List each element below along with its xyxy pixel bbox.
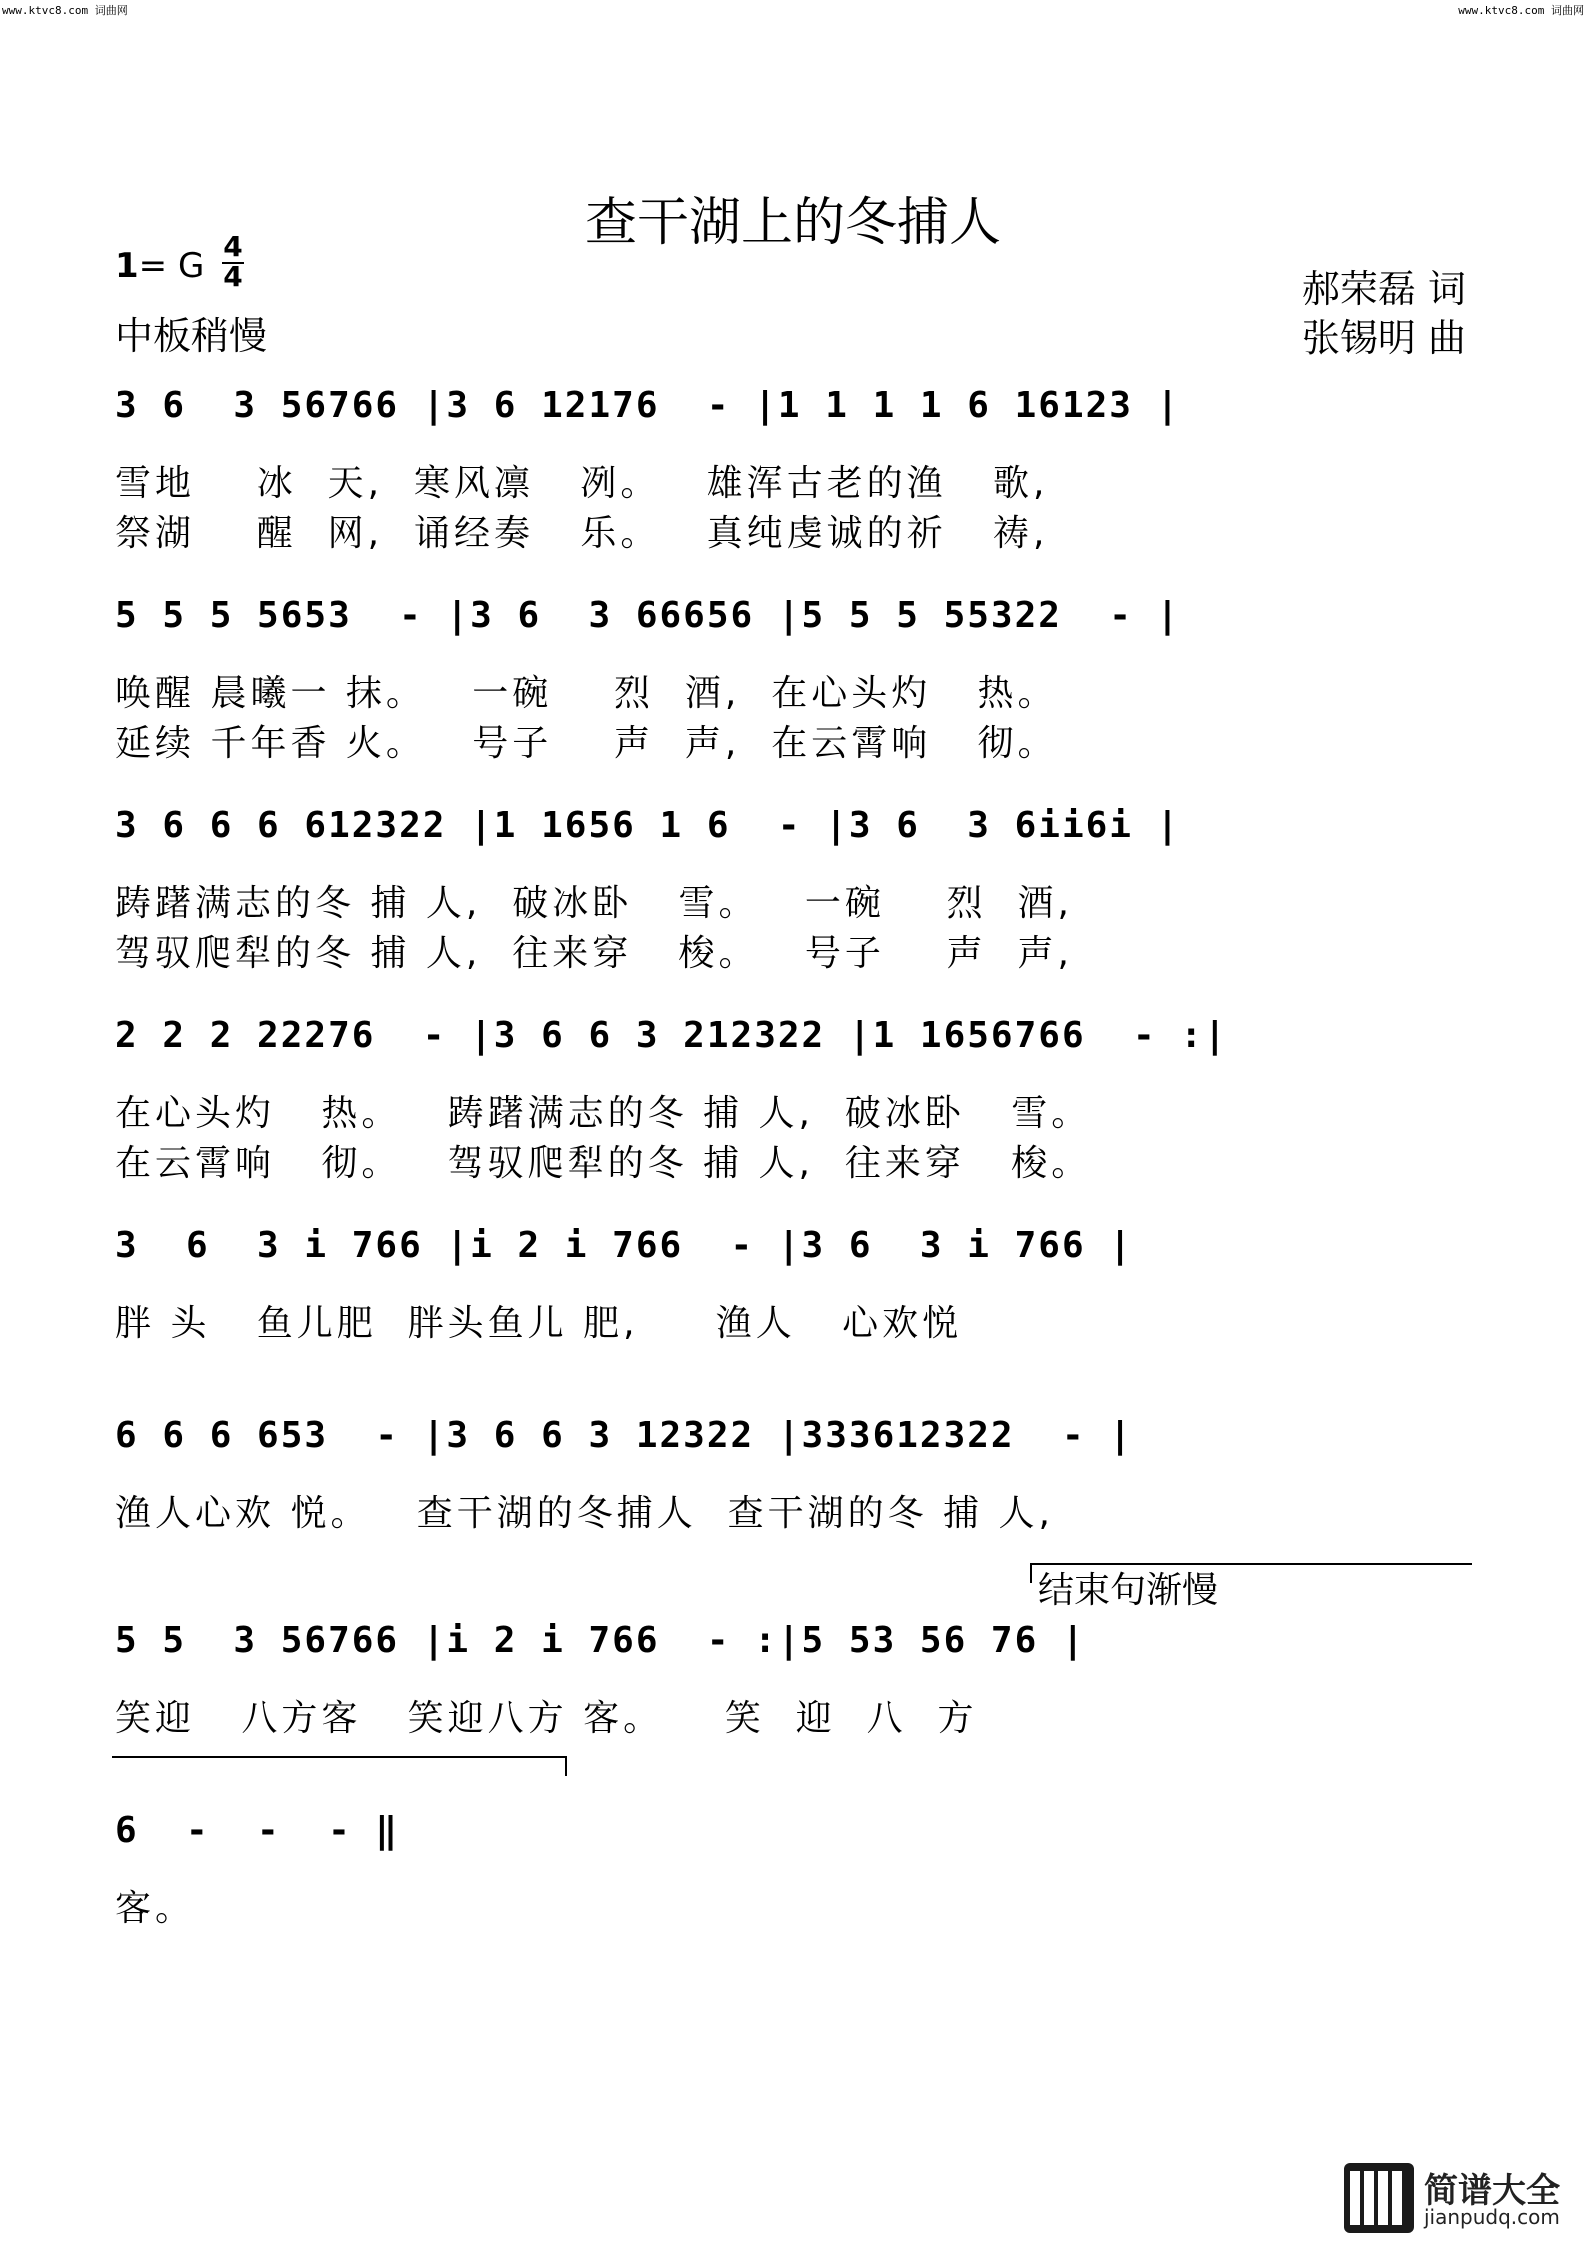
- lyrics-line-4a: 在心头灼 热。 踌躇满志的冬 捕 人, 破冰卧 雪。: [115, 1093, 1092, 1134]
- volta-bracket: [112, 1756, 567, 1758]
- lyrics-line-1a: 雪地 冰 天, 寒风凛 冽。 雄浑古老的渔 歌,: [115, 463, 1049, 504]
- composer-credit: 张锡明 曲: [1301, 316, 1466, 360]
- lyrics-line-7: 笑迎 八方客 笑迎八方 客。 笑 迎 八 方: [115, 1698, 978, 1739]
- piano-keys-icon: [1344, 2163, 1414, 2233]
- notation-line-5: 3 6 3 i 766 |i 2 i 766 - |3 6 3 i 766 |: [115, 1225, 1133, 1266]
- song-title: 查干湖上的冬捕人: [584, 193, 1001, 253]
- notation-line-7: 5 5 3 56766 |i 2 i 766 - :|5 53 56 76 |: [115, 1620, 1086, 1661]
- notation-line-6: 6 6 6 653 - |3 6 6 3 12322 |333612322 - |: [115, 1415, 1133, 1456]
- key-signature: [115, 246, 204, 286]
- lyrics-line-2b: 延续 千年香 火。 号子 声 声, 在云霄响 彻。: [115, 723, 1058, 764]
- notation-line-3: 3 6 6 6 612322 |1 1656 1 6 - |3 6 3 6ii6i |: [115, 805, 1181, 846]
- time-signature-line: [222, 262, 244, 264]
- time-top: 4: [223, 230, 243, 263]
- lyrics-line-5: 胖 头 鱼儿肥 胖头鱼儿 肥, 渔人 心欢悦: [115, 1303, 963, 1344]
- lyrics-line-3a: 踌躇满志的冬 捕 人, 破冰卧 雪。 一碗 烈 酒,: [115, 883, 1073, 924]
- lyrics-line-4b: 在云霄响 彻。 驾驭爬犁的冬 捕 人, 往来穿 梭。: [115, 1143, 1092, 1184]
- lyrics-line-6: 渔人心欢 悦。 查干湖的冬捕人 查干湖的冬 捕 人,: [115, 1493, 1054, 1534]
- notation-line-1: 3 6 3 56766 |3 6 12176 - |1 1 1 1 6 16123 |: [115, 385, 1181, 426]
- time-bottom: 4: [223, 260, 243, 293]
- site-watermark-right: www.ktvc8.com 词曲网: [1458, 4, 1584, 17]
- site-watermark-left: www.ktvc8.com 词曲网: [2, 4, 128, 17]
- logo-url: jianpudq.com: [1424, 2205, 1560, 2229]
- logo-text: 简谱大全: [1424, 2171, 1560, 2211]
- coda-bracket-tick: [1030, 1563, 1032, 1583]
- lyrics-line-3b: 驾驭爬犁的冬 捕 人, 往来穿 梭。 号子 声 声,: [115, 933, 1073, 974]
- coda-label: 结束句渐慢: [1038, 1570, 1219, 1611]
- notation-line-2: 5 5 5 5653 - |3 6 3 66656 |5 5 5 55322 - |: [115, 595, 1181, 636]
- key-number: 1: [115, 246, 139, 286]
- notation-line-4: 2 2 2 22276 - |3 6 6 3 212322 |1 1656766 - :|: [115, 1015, 1228, 1056]
- lyrics-line-8: 客。: [115, 1888, 196, 1929]
- site-logo: [1344, 2163, 1574, 2233]
- lyrics-line-2a: 唤醒 晨曦一 抹。 一碗 烈 酒, 在心头灼 热。: [115, 673, 1058, 714]
- tempo-marking: 中板稍慢: [115, 314, 268, 358]
- key-letter: = G: [138, 246, 205, 286]
- lyricist-credit: 郝荣磊 词: [1301, 267, 1466, 311]
- lyrics-line-1b: 祭湖 醒 网, 诵经奏 乐。 真纯虔诚的祈 祷,: [115, 513, 1049, 554]
- volta-bracket-tick: [565, 1756, 567, 1776]
- notation-line-8: 6 - - - ‖: [115, 1810, 400, 1851]
